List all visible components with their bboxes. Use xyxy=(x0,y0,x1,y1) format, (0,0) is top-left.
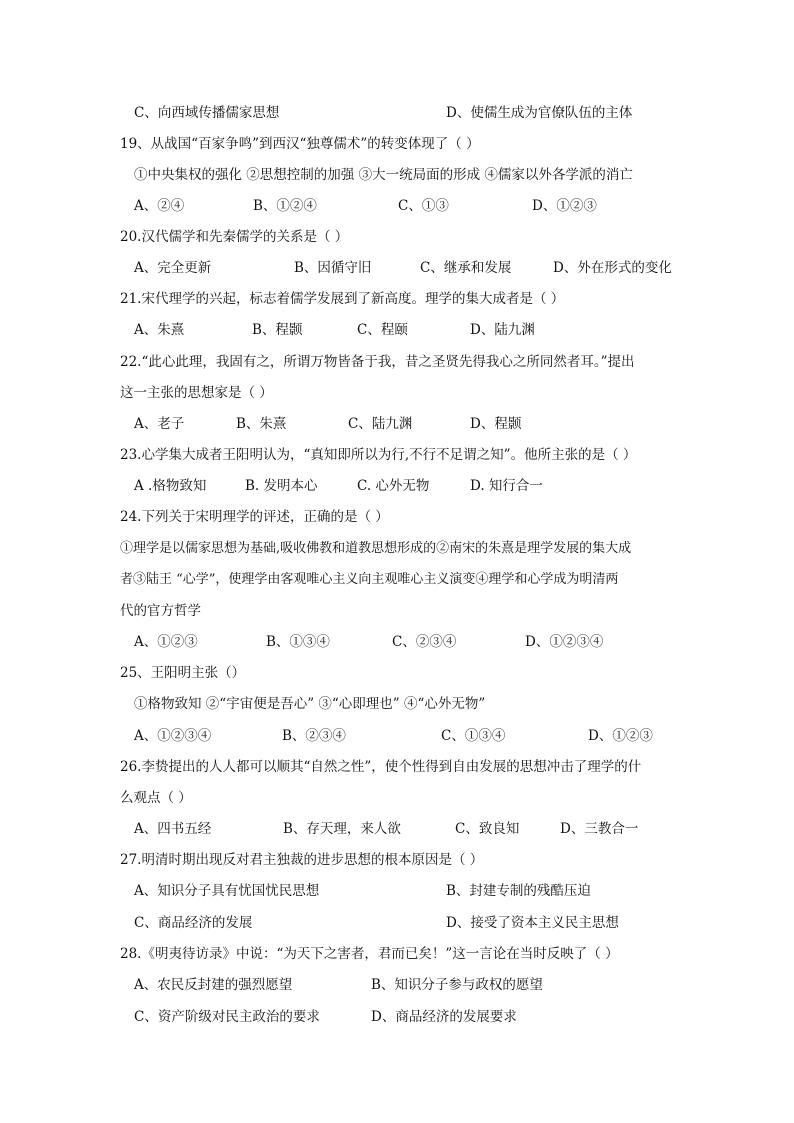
q20-option-a: A、完全更新 xyxy=(134,260,212,276)
q25-option-a: A、①②③④ xyxy=(134,728,212,744)
q23-stem: 23.心学集大成者王阳明认为，“真知即所以为行,不行不足谓之知”。他所主张的是（ ） xyxy=(120,447,637,463)
q28-option-b: B、知识分子参与政权的愿望 xyxy=(371,977,543,993)
q19-option-b: B、①②④ xyxy=(253,198,317,214)
q26-stem-line-2: 么观点（ ） xyxy=(120,790,192,806)
q22-option-d: D、程颢 xyxy=(470,416,522,432)
q21-option-d: D、陆九渊 xyxy=(470,322,535,338)
q28-option-d: D、商品经济的发展要求 xyxy=(371,1009,517,1025)
q27-option-d: D、接受了资本主义民主思想 xyxy=(446,915,619,931)
q26-option-a: A、四书五经 xyxy=(134,821,212,837)
q26-stem-line-1: 26.李贽提出的人人都可以顺其“自然之性”，使个性得到自由发展的思想冲击了理学的什 xyxy=(120,759,642,775)
q19-stem: 19、从战国“百家争鸣”到西汉“独尊儒术”的转变体现了（ ） xyxy=(120,136,480,152)
q20-stem: 20.汉代儒学和先秦儒学的关系是（ ） xyxy=(120,229,349,245)
q23-option-d: D. 知行合一 xyxy=(470,478,543,494)
q25-option-b: B、②③④ xyxy=(282,728,346,744)
q22-option-a: A、老子 xyxy=(134,416,185,432)
q22-option-b: B、朱熹 xyxy=(236,416,287,432)
q24-option-d: D、①②③④ xyxy=(525,634,604,650)
q28-option-c: C、资产阶级对民主政治的要求 xyxy=(134,1009,320,1025)
q20-option-d: D、外在形式的变化 xyxy=(553,260,672,276)
q22-option-c: C、陆九渊 xyxy=(348,416,413,432)
q21-stem: 21.宋代理学的兴起，标志着儒学发展到了新高度。理学的集大成者是（ ） xyxy=(120,291,565,307)
q27-option-c: C、商品经济的发展 xyxy=(134,915,253,931)
q22-stem-line-1: 22.“此心此理，我固有之，所谓万物皆备于我，昔之圣贤先得我心之所同然者耳。”提出 xyxy=(120,354,635,370)
q24-option-b: B、①③④ xyxy=(266,634,330,650)
q18-option-c: C、向西域传播儒家思想 xyxy=(134,105,280,121)
q21-option-a: A、朱熹 xyxy=(134,322,185,338)
q26-option-b: B、存天理，来人欲 xyxy=(283,821,401,837)
q27-option-a: A、知识分子具有忧国忧民思想 xyxy=(134,883,320,899)
q21-option-c: C、程颐 xyxy=(357,322,408,338)
q24-option-a: A、①②③ xyxy=(134,634,198,650)
q27-stem: 27.明清时期出现反对君主独裁的进步思想的根本原因是（ ） xyxy=(120,852,484,868)
q19-option-c: C、①③ xyxy=(398,198,449,214)
q22-stem-line-2: 这一主张的思想家是（ ） xyxy=(120,385,273,401)
q28-option-a: A、农民反封建的强烈愿望 xyxy=(134,977,293,993)
q18-option-d: D、使儒生成为官僚队伍的主体 xyxy=(446,105,633,121)
q26-option-d: D、三教合一 xyxy=(560,821,639,837)
q25-stem: 25、王阳明主张（） xyxy=(120,665,246,681)
q25-option-d: D、①②③ xyxy=(588,728,653,744)
q24-option-c: C、②③④ xyxy=(392,634,457,650)
q24-body-line-3: 代的官方哲学 xyxy=(120,603,201,619)
q19-option-a: A、②④ xyxy=(134,198,185,214)
q28-stem: 28.《明夷待访录》中说：“为天下之害者，君而已矣！”这一言论在当时反映了（ ） xyxy=(120,946,619,962)
q23-option-a: A .格物致知 xyxy=(134,478,207,494)
q24-body-line-1: ①理学是以儒家思想为基础,吸收佛教和道教思想形成的②南宋的朱熹是理学发展的集大成 xyxy=(120,541,632,556)
q20-option-b: B、因循守旧 xyxy=(294,260,372,276)
q23-option-b: B. 发明本心 xyxy=(245,478,318,494)
q24-stem: 24.下列关于宋明理学的评述，正确的是（ ） xyxy=(120,509,389,525)
q27-option-b: B、封建专制的残酷压迫 xyxy=(446,883,591,899)
q25-option-c: C、①③④ xyxy=(441,728,506,744)
q25-items: ①格物致知 ②“宇宙便是吾心” ③“心即理也” ④“心外无物” xyxy=(134,696,486,712)
q26-option-c: C、致良知 xyxy=(455,821,520,837)
q19-option-d: D、①②③ xyxy=(532,198,597,214)
q20-option-c: C、继承和发展 xyxy=(420,260,512,276)
q19-items: ①中央集权的强化 ②思想控制的加强 ③大一统局面的形成 ④儒家以外各学派的消亡 xyxy=(134,167,633,183)
q24-body-line-2: 者③陆王 “心学”，使理学由客观唯心主义向主观唯心主义演变④理学和心学成为明清两 xyxy=(120,572,619,587)
q23-option-c: C. 心外无物 xyxy=(357,478,430,494)
q21-option-b: B、程颢 xyxy=(252,322,303,338)
